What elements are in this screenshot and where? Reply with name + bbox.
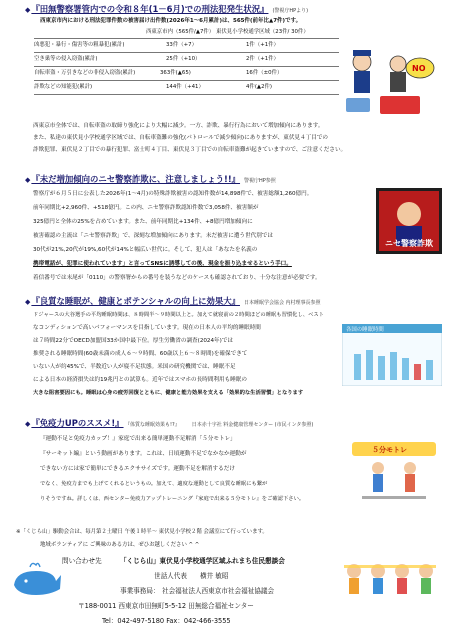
body-line: 前年同期比+2,960件、+518億円。この内、ニセ警察詐欺認知件数で3,058件、被害額が bbox=[33, 205, 259, 211]
svg-text:各国の睡眠時間: 各国の睡眠時間 bbox=[346, 327, 384, 333]
body-line: 『運動不足と免疫力カップ！』家庭で出来る簡単運動不足解消「５分モトレ」 bbox=[40, 436, 236, 442]
crime-table bbox=[34, 28, 339, 95]
body-line: 携帯電話が、犯罪に使われています」と言ってSNSに誘導しての後、現金を振り込ませるという手口。 bbox=[33, 261, 292, 267]
footer bbox=[0, 527, 449, 631]
body-line: できない方には家で簡単にできるエクササイズです。運動不足を解消するだけ bbox=[40, 466, 235, 472]
tel-fax: Tel：042-497-5180 Fax：042-466-3555 bbox=[102, 617, 231, 625]
body-line: いない人が約45%で、半数近い人が寝不足状態。米国の研究機関では、睡眠不足 bbox=[33, 364, 236, 370]
table-row: 詐欺などの知能犯(累計) 144件（+41） 4件(▲2件) bbox=[34, 81, 339, 95]
table-row: 凶悪犯・暴行・傷害等の粗暴犯(累計) 33件（+7） 1件（+1件） bbox=[34, 39, 339, 53]
body-line: 警察庁が６月５日に公表した2026年(1～4月)の特殊詐欺被害の認知件数が14,898件で、被害総額1,260億円。 bbox=[33, 191, 313, 197]
rep-label: 世話人代表 bbox=[154, 572, 187, 580]
table-row: 空き巣等の侵入窃盗(累計) 25件（+10） 2件（+1件） bbox=[34, 53, 339, 67]
rep-name: 横井 敏昭 bbox=[200, 572, 229, 580]
section-title: ◆『田無警察署管内での令和８年(1－6月)での刑法犯発生状況』 (警視庁HPより) bbox=[25, 4, 309, 14]
body-line: 『サーキット編』という動画があります。これは、日頃運動不足でなかなか運動が bbox=[40, 451, 247, 457]
body-line: なコンディションで高いパフォーマンスを目指しています。現在の日本人の平均的睡眠時間 bbox=[33, 325, 261, 331]
police-illustration bbox=[340, 44, 440, 116]
table-header: 西東京市内（565件/▲7件） 東伏見小学校通学区域（23件/ 30件） bbox=[34, 28, 339, 39]
body-line: 推奨される睡眠時間(60歳未満の成人６～９時間、60歳以上６～８時間)を確保できて bbox=[33, 351, 248, 357]
contact-label: 問い合わせ先 bbox=[62, 557, 102, 565]
section-title: ◆『良質な睡眠が、健康とポテンシャルの向上に効果大』 日本睡眠学会協会 内村理事長参照 bbox=[25, 296, 321, 306]
section-crime-stats bbox=[0, 0, 449, 160]
body-line: 大きな阻害要因にも。睡眠は心身の疲労回復とともに、健康と能力効果を支える「効果的な生活習慣」となります bbox=[33, 390, 304, 396]
lead-text: 西東京市内における刑法犯罪件数の被害届け出件数(2026年1～6月累計)は、565件(前年比▲7件)です。 bbox=[40, 18, 302, 24]
section-immunity bbox=[0, 416, 449, 526]
svg-text:NO: NO bbox=[412, 64, 426, 73]
diamond-icon: ◆ bbox=[25, 6, 31, 14]
body-line: りそうですね。詳しくは、西センター免疫力アップトレーニング『家庭で出来る５分モトレ』をご確認下さい。 bbox=[40, 496, 305, 502]
fraud-poster-image bbox=[376, 188, 442, 254]
office-name: 社会福祉法人西東京市社会福祉協議会 bbox=[162, 587, 275, 595]
diamond-icon: ◆ bbox=[25, 176, 31, 184]
sleep-chart-image bbox=[342, 324, 442, 386]
diamond-icon: ◆ bbox=[25, 298, 31, 306]
body-line: 西東京市全体では、自転車盗の取締り強化により大幅に減少。一方、詐欺、暴行行為において増加傾向にあります。 bbox=[33, 123, 324, 129]
office-label: 事業事務局： bbox=[120, 587, 160, 595]
section-fraud bbox=[0, 172, 449, 290]
exercise-illustration bbox=[348, 438, 440, 504]
body-line: 被害確認の主流は「ニセ警察詐欺」で、深刻な増加傾向にあります。未だ被害に遭う世代別では bbox=[33, 233, 273, 239]
section-title: ◆『未だ増加傾向のニセ警察詐欺に、注意しましょう!!』 警視庁HP参照 bbox=[25, 174, 276, 184]
body-line: また、私達の東伏見小学校通学区域では、自転車盗難の強化(パトロールで減少傾向)にありますが、東伏見４丁目での bbox=[33, 135, 329, 141]
body-line: 325億円と全体の25%を占めています。また、前年同期比+134件、+8億円増加傾向に bbox=[33, 219, 253, 225]
whale-icon bbox=[10, 559, 62, 599]
svg-text:ニセ警察詐欺: ニセ警察詐欺 bbox=[385, 239, 433, 248]
body-line: 着信番号では末尾が「0110」の警察署からの番号を装うなどのケースも確認されており、十分な注意が必要です。 bbox=[33, 275, 321, 281]
diamond-icon: ◆ bbox=[25, 420, 31, 428]
body-line: でなく、免疫力までも上げてくれるというもの。加えて、適度な運動として良質な睡眠にも繋が bbox=[40, 481, 268, 487]
svg-text:５分モトレ: ５分モトレ bbox=[372, 446, 407, 454]
body-line: による日本の経済損失は約19兆円との試算も。近年ではスマホの長時間利用も睡眠の bbox=[33, 377, 247, 383]
body-line: 詐欺犯罪、東伏見２丁目での暴行犯罪、富士町４丁目、東伏見３丁目での自転車盗難が起きていますので、ご注意ください。 bbox=[33, 147, 347, 153]
footer-note: 地域ボランティアに ご興味のある方は、ぜひお越しください ^ ^ bbox=[40, 542, 200, 548]
address: 〒188-0011 西東京市田無町5-5-12 田無総合福祉センター bbox=[78, 602, 254, 610]
body-line: は７時間22分でOECD加盟国33か国中最下位。厚生労働省の調査(2024年)では bbox=[33, 338, 234, 344]
body-line: ドジャースの大谷選手の平均睡眠時間は、８時間半～９時間以上と。加えて就寝前の２時間ほどの睡眠も習慣化し、ベスト bbox=[33, 312, 324, 318]
org-name: 「くじら山」東伏見小学校通学区域ふれまち住民懇談会 bbox=[120, 557, 285, 565]
section-title: ◆『免疫力UPのススメ!』 『体質な睡眠効果も!?』 日本赤十字社 料金健康管理センター (市民インタ参照) bbox=[25, 418, 314, 428]
table-row: 自転車盗・万引きなどの非侵入窃盗(累計) 363件(▲65) 16件（±0件） bbox=[34, 67, 339, 81]
children-illustration bbox=[340, 557, 440, 603]
footer-note: ※「くじら山」駆動会合は、毎月第２土曜日 午後１時半～ 東伏見小学校２階 会議室にて行っています。 bbox=[16, 529, 268, 535]
section-sleep bbox=[0, 294, 449, 412]
body-line: 30代が21%,20代が19%,60代が14%と幅広い世代に。そして、犯人は「あなたを名義の bbox=[33, 247, 258, 253]
